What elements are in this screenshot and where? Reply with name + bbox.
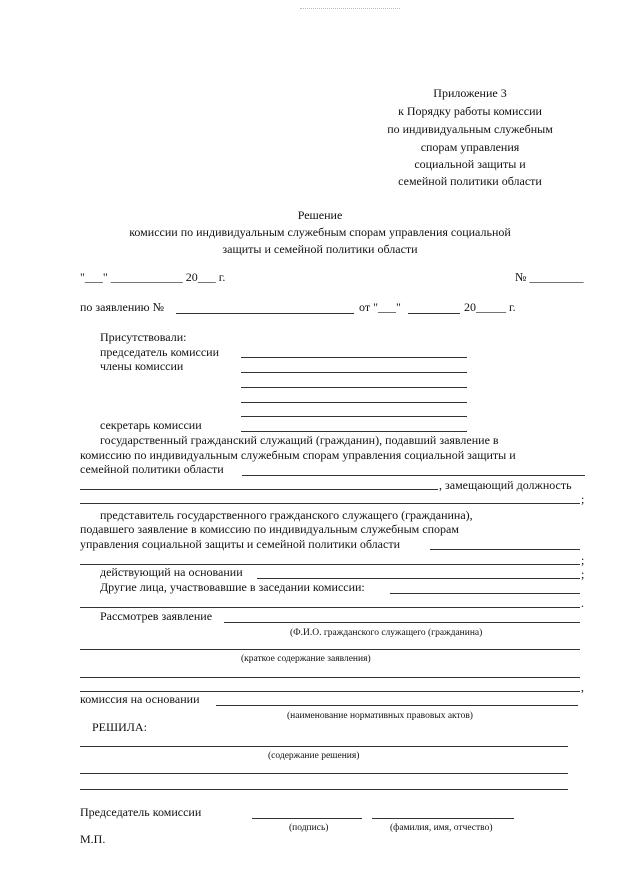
name-caption: (фамилия, имя, отчество) bbox=[390, 823, 493, 833]
acting-line bbox=[257, 578, 580, 579]
appendix-line: по индивидуальным служебным bbox=[387, 122, 553, 136]
document-subtitle-line: комиссии по индивидуальным служебным спорам управления социальной bbox=[129, 225, 511, 239]
semicolon: ; bbox=[581, 553, 585, 567]
name-line bbox=[372, 818, 514, 819]
member-line bbox=[241, 387, 467, 388]
acting-label: действующий на основании bbox=[100, 565, 243, 579]
stamp-label: М.П. bbox=[80, 832, 106, 846]
civil-servant-text: государственный гражданский служащий (гражданин), подавший заявление в bbox=[100, 433, 499, 447]
comma: , bbox=[581, 680, 584, 694]
decision-caption: (содержание решения) bbox=[268, 751, 360, 761]
date-field: "___" ____________ 20___ г. bbox=[80, 270, 226, 284]
appendix-line: спорам управления bbox=[420, 140, 520, 154]
chairman-label: председатель комиссии bbox=[100, 345, 219, 359]
summary-line bbox=[80, 649, 580, 650]
position-label: , замещающий должность bbox=[439, 478, 572, 492]
appendix-line: семейной политики области bbox=[398, 174, 542, 188]
present-heading: Присутствовали: bbox=[100, 330, 187, 344]
chairman-signature-label: Председатель комиссии bbox=[80, 805, 202, 819]
summary-line bbox=[80, 677, 580, 678]
scan-artifact bbox=[300, 8, 400, 15]
signature-caption: (подпись) bbox=[289, 823, 329, 833]
document-subtitle-line: защиты и семейной политики области bbox=[222, 242, 418, 256]
representative-text: подавшего заявление в комиссию по индивидуальным служебным спорам bbox=[80, 522, 459, 536]
others-line bbox=[390, 593, 580, 594]
civil-servant-text: комиссию по индивидуальным служебным спорам управления социальной защиты и bbox=[80, 448, 516, 462]
semicolon: ; bbox=[581, 492, 585, 506]
member-line bbox=[241, 402, 467, 403]
member-line bbox=[241, 416, 467, 417]
secretary-label: секретарь комиссии bbox=[100, 418, 202, 432]
civil-servant-text: семейной политики области bbox=[80, 462, 224, 476]
statement-year-label: 20_____ г. bbox=[464, 300, 516, 314]
others-label: Другие лица, участвовавшие в заседании комиссии: bbox=[100, 580, 365, 594]
number-field: № _________ bbox=[515, 270, 584, 284]
statement-from-label: от "___" bbox=[359, 300, 401, 314]
statement-month-line bbox=[408, 313, 460, 314]
decision-line bbox=[80, 746, 568, 747]
document-title: Решение bbox=[297, 208, 343, 222]
appendix-line: Приложение 3 bbox=[433, 86, 507, 100]
commission-basis-line bbox=[216, 705, 578, 706]
member-line bbox=[241, 372, 467, 373]
appendix-line: социальной защиты и bbox=[414, 157, 526, 171]
summary-caption: (краткое содержание заявления) bbox=[241, 654, 371, 664]
fio-caption: (Ф.И.О. гражданского служащего (гражданина) bbox=[290, 628, 483, 638]
semicolon: ; bbox=[581, 567, 585, 581]
members-label: члены комиссии bbox=[100, 359, 184, 373]
decision-line bbox=[80, 773, 568, 774]
civil-servant-line bbox=[80, 489, 438, 490]
reviewed-line bbox=[224, 622, 580, 623]
representative-text: управления социальной защиты и семейной политики области bbox=[80, 537, 400, 551]
commission-basis-label: комиссия на основании bbox=[80, 692, 200, 706]
appendix-line: к Порядку работы комиссии bbox=[398, 104, 542, 118]
representative-text: представитель государственного гражданского служащего (гражданина), bbox=[100, 508, 473, 522]
period: . bbox=[581, 596, 584, 610]
statement-number-line bbox=[176, 313, 354, 314]
decision-line bbox=[80, 789, 568, 790]
civil-servant-line bbox=[242, 475, 585, 476]
acts-caption: (наименование нормативных правовых актов) bbox=[287, 711, 473, 721]
decided-label: РЕШИЛА: bbox=[92, 720, 147, 734]
position-line bbox=[80, 503, 580, 504]
secretary-line bbox=[241, 431, 467, 432]
reviewed-label: Рассмотрев заявление bbox=[100, 609, 213, 623]
others-line bbox=[80, 607, 580, 608]
chairman-line bbox=[241, 357, 467, 358]
signature-line bbox=[252, 818, 362, 819]
statement-label: по заявлению № bbox=[80, 300, 165, 314]
representative-line bbox=[430, 549, 580, 550]
